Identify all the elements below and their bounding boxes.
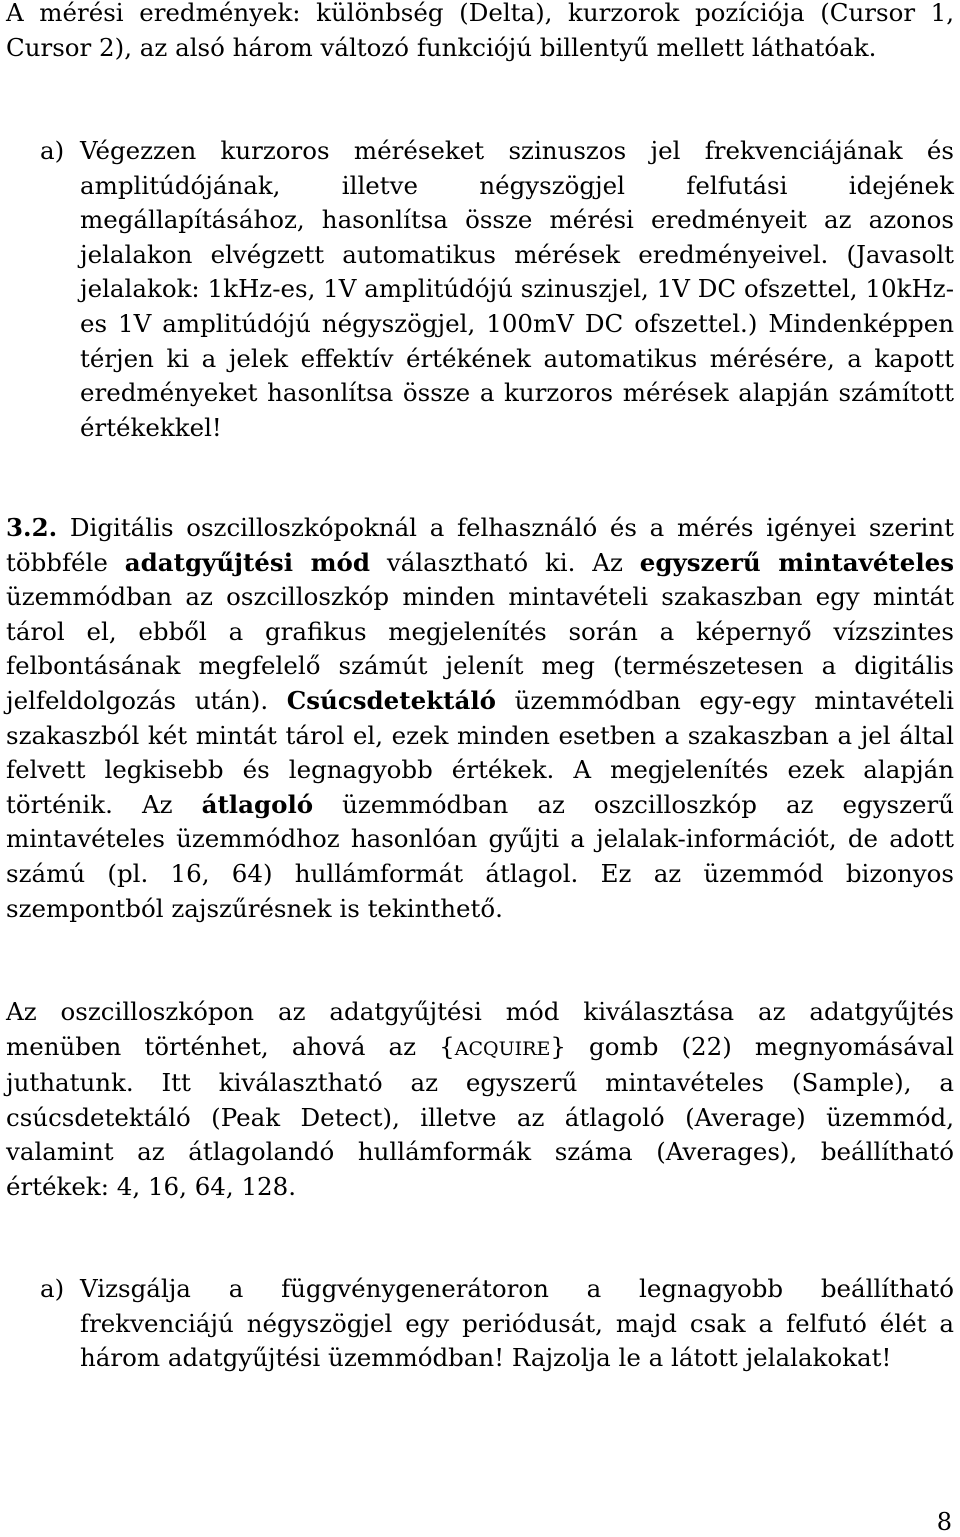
section-text-1: Digitális oszcilloszkópoknál a felhasználó és a mérés igényei szerint többféle [6, 513, 954, 577]
menu-paragraph [6, 995, 954, 1205]
task-1-text: Végezzen kurzoros méréseket szinuszos jel frekvenciájának és amplitúdójának, illetve négyszögjel felfutási idejének megállapításához, hasonlítsa össze mérési eredményeit az azonos jelalakon elvégzett automatikus mérések eredményeivel. (Javasolt jelalakok: 1kHz-es, 1V amplitúdójú szinuszjel, 1V DC ofszettel, 10kHz-es 1V amplitúdójú négyszögjel, 100mV DC ofszettel.) Mindenképpen térjen ki a jelek effektív értékének automatikus mérésére, a kapott eredményeket hasonlítsa össze a kurzoros mérések alapján számított értékekkel! [80, 136, 954, 442]
term-csucsdetektalo: Csúcsdetektáló [286, 685, 496, 715]
task-2-label: a) [40, 1274, 65, 1303]
task-2-text: Vizsgálja a függvénygenerátoron a legnagyobb beállítható frekvenciájú négyszögjel egy periódusát, majd csak a felfutó élét a három adatgyűjtési üzemmódban! Rajzolja le a látott jelalakokat! [80, 1274, 954, 1373]
section-text-3: üzemmódban az oszcilloszkóp minden mintavételi szakaszban egy mintát tárol el, ebből a grafikus megjelenítés során a képernyő vízszintes felbontásának megfelelő számút jelenít meg (természetesen a digitális jelfeldolgozás után). [6, 582, 954, 715]
acquire-key-label: ACQUIRE [454, 1037, 551, 1060]
task-1-label: a) [40, 136, 65, 165]
section-text-2: választható ki. Az [370, 547, 640, 577]
term-adatgyujtesi-mod: adatgyűjtési mód [124, 547, 371, 577]
intro-paragraph: A mérési eredmények: különbség (Delta), kurzorok pozíciója (Cursor 1, Cursor 2), az alsó három változó funkciójú billentyű mellett láthatóak. [6, 0, 954, 62]
page-number: 8 [936, 1508, 952, 1536]
task-item-2 [40, 1272, 954, 1376]
term-egyszeru-mintaveteles: egyszerű mintavételes [639, 547, 955, 577]
section-number: 3.2. [6, 513, 58, 542]
menu-text-1: Az oszcilloszkópon az adatgyűjtési mód kiválasztása az adatgyűjtés menüben történhet, ahová az { [6, 997, 954, 1061]
section-text-5: üzemmódban az oszcilloszkóp az egyszerű mintavételes üzemmódhoz hasonlóan gyűjti a jelalak-információt, de adott számú (pl. 16, 64) hullámformát átlagol. Ez az üzemmód bizonyos szempontból zajszűrésnek is tekinthető. [6, 789, 955, 923]
task-item-1 [40, 134, 954, 445]
menu-text-2: } gomb (22) megnyomásával juthatunk. Itt kiválasztható az egyszerű mintavételes (Sample), a csúcsdetektáló (Peak Detect), illetve az átlagoló (Average) üzemmód, valamint az átlagolandó hullámformák száma (Averages), beállítható értékek: 4, 16, 64, 128. [6, 1031, 954, 1201]
section-paragraph [6, 511, 954, 926]
section-text-4: üzemmódban egy-egy mintavételi szakaszból két mintát tárol el, ezek minden esetben a szakaszban a jel által felvett legkisebb és legnagyobb értékek. A megjelenítés ezek alapján történik. Az [6, 685, 954, 819]
term-atlagolo: átlagoló [201, 789, 314, 819]
